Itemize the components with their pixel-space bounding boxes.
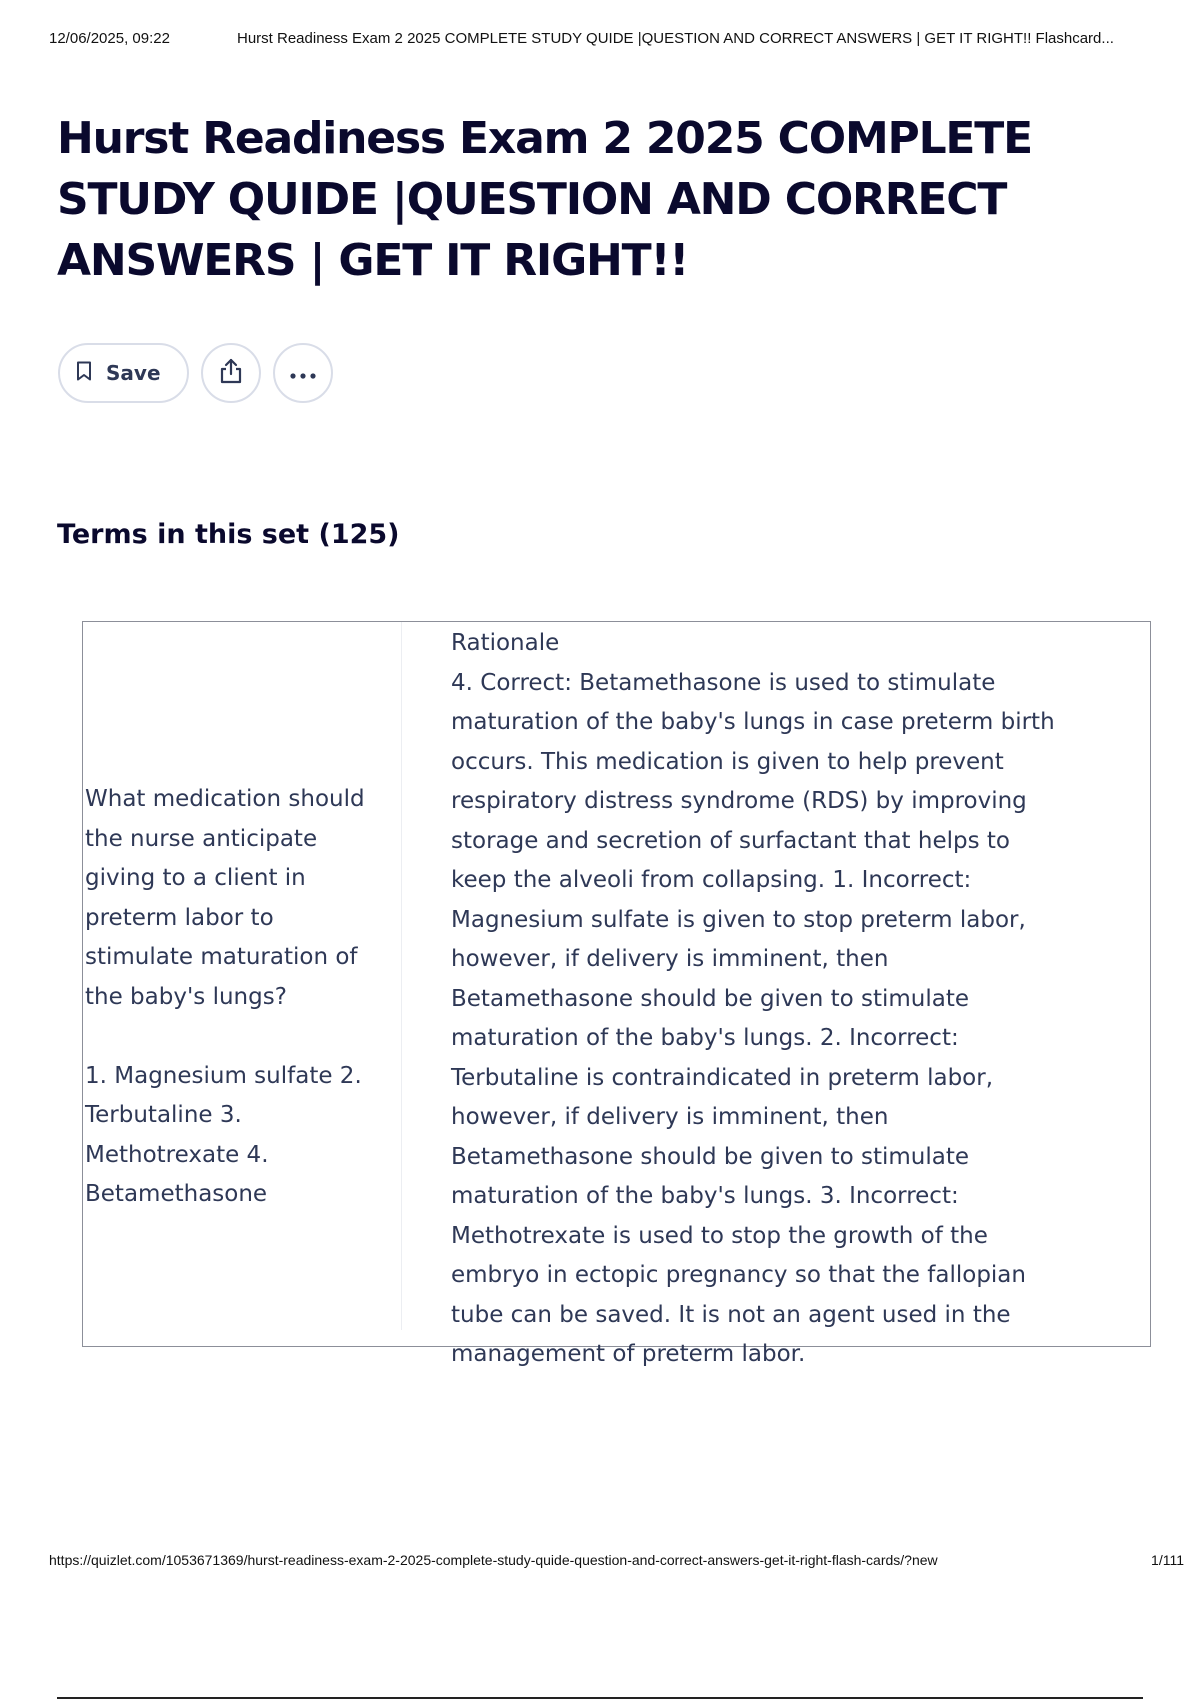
- flashcard-definition: [451, 624, 1071, 1375]
- share-button[interactable]: [201, 343, 261, 403]
- more-options-button[interactable]: [273, 343, 333, 403]
- bookmark-icon: [76, 361, 92, 386]
- flashcard-row: [82, 621, 1151, 1367]
- save-button[interactable]: [58, 343, 189, 403]
- definition-heading: Rationale: [451, 630, 560, 656]
- more-icon: [289, 361, 317, 385]
- terms-count-heading: Terms in this set (125): [57, 519, 400, 550]
- definition-body: 4. Correct: Betamethasone is used to stimulate maturation of the baby's lungs in case preterm birth occurs. This medication is given to help prevent respiratory distress syndrome (RDS) by improving storage and secretion of surfactant that helps to keep the alveoli from collapsing. 1. Incorrect: Magnesium sulfate is given to stop preterm labor, however, if delivery is imminent, then Betamethasone should be given to stimulate maturation of the baby's lungs. 2. Incorrect: Terbutaline is contraindicated in preterm labor, however, if delivery is imminent, then Betamethasone should be given to stimulate maturation of the baby's lungs. 3. Incorrect: Methotrexate is used to stop the growth of the embryo in ectopic pregnancy so that the fallopian tube can be saved. It is not an agent used in the management of preterm labor.: [451, 669, 1055, 1367]
- card-divider: [401, 622, 402, 1330]
- print-page-title: Hurst Readiness Exam 2 2025 COMPLETE STUDY QUIDE |QUESTION AND CORRECT ANSWERS | GET IT RIGHT!! Flashcard...: [237, 30, 1114, 47]
- print-page-number: 1/111: [1151, 1552, 1184, 1568]
- print-url: https://quizlet.com/1053671369/hurst-readiness-exam-2-2025-complete-study-quide-question-and-correct-answers-get-it-right-flash-cards/?new: [49, 1552, 938, 1568]
- bottom-rule: [57, 1697, 1143, 1699]
- term-options: 1. Magnesium sulfate 2. Terbutaline 3. Methotrexate 4. Betamethasone: [85, 1062, 362, 1207]
- share-icon: [218, 357, 244, 390]
- print-date: 12/06/2025, 09:22: [49, 30, 170, 47]
- save-label: Save: [106, 361, 161, 385]
- flashcard-term: [85, 780, 385, 1215]
- term-question: What medication should the nurse anticipate giving to a client in preterm labor to stimulate maturation of the baby's lungs?: [85, 786, 365, 1010]
- page-title: Hurst Readiness Exam 2 2025 COMPLETE STUDY QUIDE |QUESTION AND CORRECT ANSWERS | GET IT RIGHT!!: [57, 113, 1032, 286]
- action-bar: [58, 343, 333, 403]
